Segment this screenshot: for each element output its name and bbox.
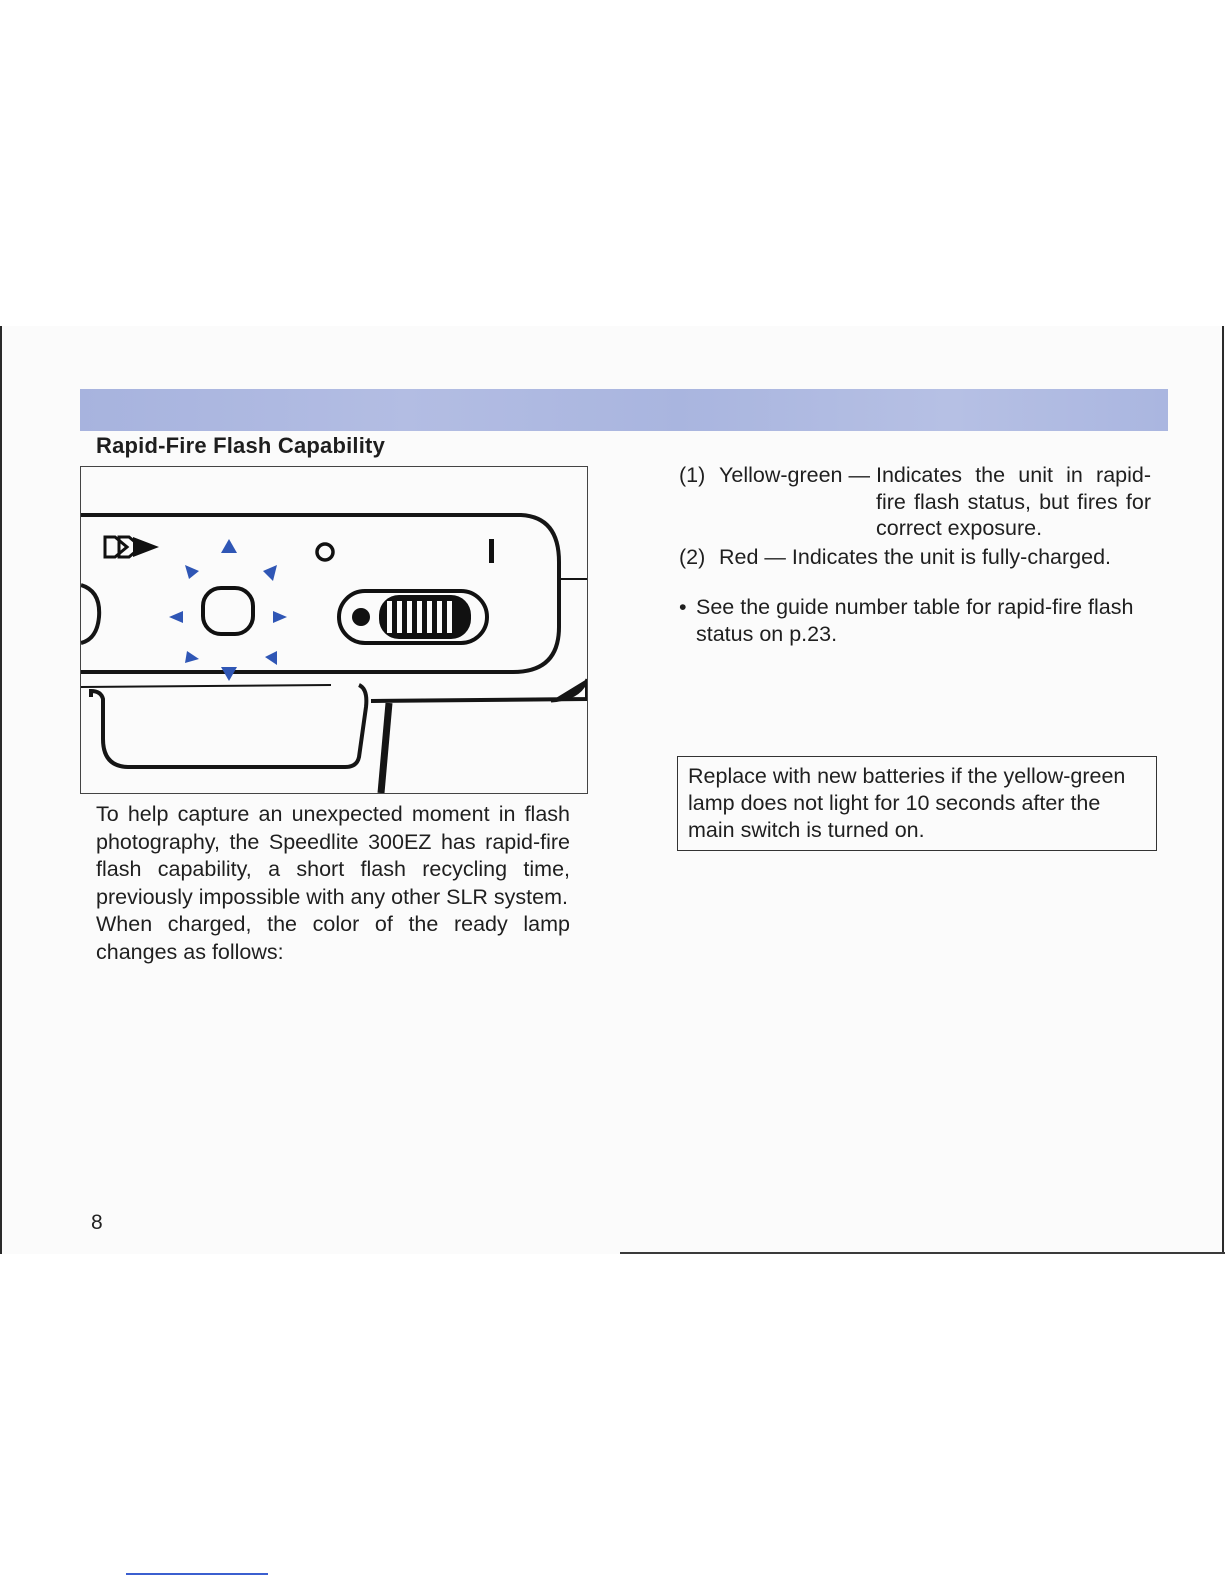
page-number: 8 <box>91 1211 103 1234</box>
list-term: Red — <box>719 544 786 569</box>
page-edge-bottom <box>620 1252 1225 1254</box>
ready-lamp-illustration <box>80 466 588 794</box>
shoe-front <box>381 703 389 793</box>
rapid-fire-icon <box>105 537 159 557</box>
list-item <box>679 462 1151 542</box>
list-item <box>679 544 1151 571</box>
main-switch-icon <box>339 591 487 643</box>
note-text: See the guide number table for rapid-fire flash status on p.23. <box>696 595 1134 646</box>
lamp-color-list <box>679 462 1151 647</box>
list-number: (1) <box>679 463 706 487</box>
list-number: (2) <box>679 544 706 569</box>
list-description: Indicates the unit is fully-charged. <box>791 544 1112 569</box>
off-mark <box>317 544 333 560</box>
header-bar <box>80 389 1168 431</box>
page-edge-right <box>1222 326 1224 1254</box>
page-edge-left <box>0 326 2 1254</box>
blink-arrows <box>169 539 287 681</box>
on-mark <box>489 539 494 563</box>
intro-paragraph: To help capture an unexpected moment in flash photography, the Speedlite 300EZ has rapid-fire flash capability, a short flash recycling time, previously impossible with any other SLR system. <box>96 802 570 909</box>
section-title: Rapid-Fire Flash Capability <box>96 433 386 458</box>
flash-unit-diagram <box>81 467 587 793</box>
foot-line <box>81 685 331 687</box>
shoe-top <box>371 682 587 701</box>
left-bracket <box>81 585 99 643</box>
foot-outline <box>91 685 366 767</box>
ready-lamp-icon <box>169 539 287 681</box>
guide-number-note <box>679 594 1151 647</box>
flash-panel-outline <box>81 515 559 672</box>
battery-notice-box <box>677 756 1157 851</box>
list-term: Yellow-green — <box>719 463 870 487</box>
battery-notice-text: Replace with new batteries if the yellow-green lamp does not light for 10 seconds after the main switch is turned on. <box>688 764 1126 842</box>
bottom-blue-line <box>126 1573 268 1575</box>
lamp-color-intro: When charged, the color of the ready lamp changes as follows: <box>96 912 570 964</box>
intro-text <box>96 801 570 966</box>
list-description: Indicates the unit in rapid-fire flash status, but fires for correct exposure. <box>875 463 1151 540</box>
bullet-icon: • <box>679 595 687 619</box>
